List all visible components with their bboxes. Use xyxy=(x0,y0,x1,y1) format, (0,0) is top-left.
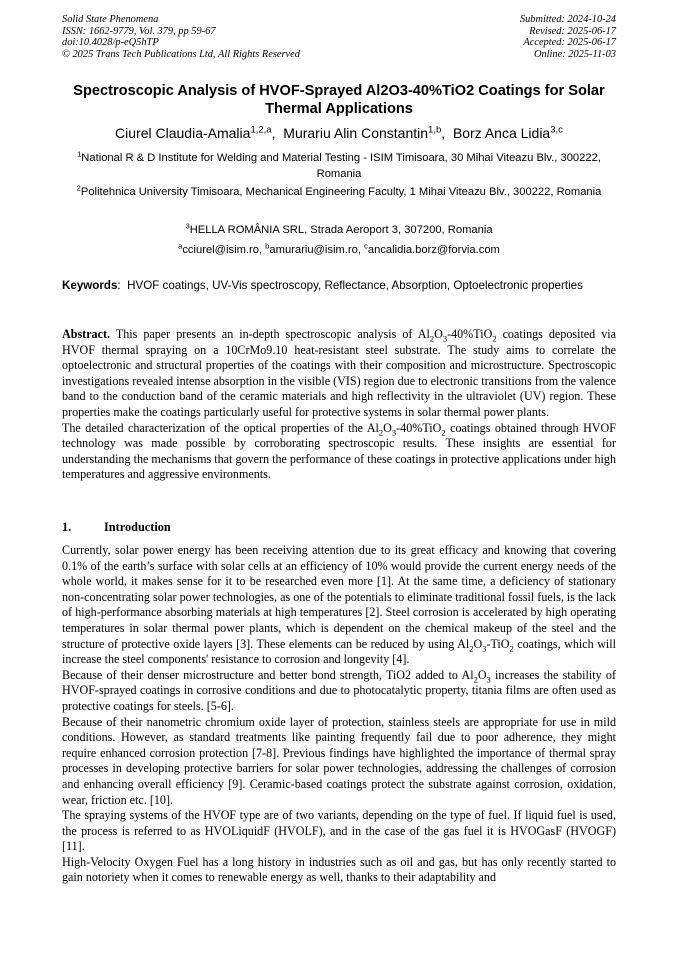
body-paragraph: Because of their nanometric chromium oxide layer of protection, stainless steels are appropriate for use in mild conditions. However, as standard treatments like painting frequently fail due to poor adherence, they might require enhanced corrosion protection [7-8]. Previous findings have highlighted the importance of thermal spray processes in developing protective barriers for solar power technologies, addressing the challenges of corrosion and enhancing overall efficiency [9]. Ceramic-based coatings protect the substrate against corrosion, oxidation, wear, friction etc. [10]. xyxy=(62,714,616,807)
email-mark: c xyxy=(364,241,368,251)
keywords-text: HVOF coatings, UV-Vis spectroscopy, Reflectance, Absorption, Optoelectronic properties xyxy=(127,279,583,292)
email-mark: a xyxy=(178,241,183,251)
text-run: O xyxy=(434,327,443,341)
subscript: 2 xyxy=(492,333,497,344)
affiliation xyxy=(62,184,616,200)
subscript: 3 xyxy=(391,426,397,437)
email-link[interactable]: amurariu@isim.ro xyxy=(269,244,358,256)
text-run: Currently, solar power energy has been receiving attention due to its great efficacy and knowing that covering 0.1% of the earth’s surface with solar cells at an efficiency of 10% would provide the current energy needs of the whole world, it makes sense for it to be researched even more [1]. At the same time, a deficiency of stationary non-concentrating solar power technologies, as one of the potentials to eliminate traditional fossil fuels, is the lack of high-performance absorbing materials at high temperatures [2]. Steel corrosion is accelerated by high operating temperatures in solar thermal power plants, which is dependent on the chemical makeup of the steel and the structure of protective oxide layers [3]. These elements can be reduced by using Al xyxy=(62,543,616,651)
text-run: This paper presents an in-depth spectroscopic analysis of Al xyxy=(115,327,430,341)
body-paragraph: High-Velocity Oxygen Fuel has a long history in industries such as oil and gas, but has only recently started to gain notoriety when it comes to renewable energy as well, thanks to their adaptability and xyxy=(62,854,616,885)
author-name: Murariu Alin Constantin xyxy=(283,125,429,141)
subscript: 3 xyxy=(482,642,487,653)
text-run: -TiO xyxy=(486,636,510,651)
section-title: Introduction xyxy=(104,520,171,534)
subscript: 2 xyxy=(509,642,514,653)
body-paragraph: The spraying systems of the HVOF type are of two variants, depending on the type of fuel. If liquid fuel is used, the process is referred to as HVOLiquidF (HVOLF), and in the case of the gas fuel it is HVOGasF (HVOGF) [11]. xyxy=(62,808,616,854)
email-link[interactable]: ancalidia.borz@forvia.com xyxy=(367,244,500,256)
paper-title: Spectroscopic Analysis of HVOF-Sprayed Al2O3-40%TiO2 Coatings for Solar Thermal Applications xyxy=(73,83,605,117)
date-revised: Revised: 2025-06-17 xyxy=(529,25,616,37)
journal-issn: ISSN: 1662-9779, Vol. 379, pp 59-67 xyxy=(62,25,216,37)
affiliation-text: National R & D Institute for Welding and Material Testing - ISIM Timisoara, 30 Mihai Viteazu Blv., 300222, Romania xyxy=(81,152,601,180)
subscript: 3 xyxy=(442,333,448,344)
text-run: coatings obtained through HVOF technology was made possible by corroborating spectroscopic results. These insights are essential for understanding the mechanisms that govern the performance of these coatings in protective applications under high temperatures and aggressive environments. xyxy=(62,420,617,482)
affiliation-mark: 3 xyxy=(185,221,190,231)
text-run: -40%TiO xyxy=(447,327,493,341)
body-paragraph xyxy=(62,543,616,668)
text-run: -40%TiO xyxy=(396,420,442,435)
affiliation-mark: 2 xyxy=(76,183,81,193)
author-affiliation-mark: 1,2,a xyxy=(250,124,272,136)
journal-info xyxy=(62,14,300,60)
text-run: coatings deposited via HVOF thermal spraying on a 10CrMo9.10 heat-resistant steel substrate. The study aims to correlate the optoelectronic and structural properties of the coatings with their composition and microstructure. Spectroscopic investigations revealed intense absorption in the visible (VIS) region due to electronic transitions from the valence band to the conduction band of the ceramic materials and high reflectivity in the ultraviolet (UV) region. These properties make the coatings particularly useful for protective systems in solar thermal power plants. xyxy=(62,327,617,419)
text-run: increases the stability of HVOF-sprayed coatings in corrosive conditions and due to photocatalytic property, titania films are often used as protective coatings for steels. [5-6]. xyxy=(62,667,616,713)
keywords: Keywords: HVOF coatings, UV-Vis spectroscopy, Reflectance, Absorption, Optoelectronic properties xyxy=(62,279,583,292)
text-run: O xyxy=(477,667,487,682)
author-affiliation-mark: 3,c xyxy=(550,124,563,136)
subscript: 2 xyxy=(429,333,435,344)
journal-name: Solid State Phenomena xyxy=(62,14,159,25)
abstract-label: Abstract. xyxy=(62,327,111,341)
date-online: Online: 2025-11-03 xyxy=(533,48,616,60)
affiliation-text: Politehnica University Timisoara, Mechanical Engineering Faculty, 1 Mihai Viteazu Blv., 300222, Romania xyxy=(80,186,602,198)
text-run: The detailed characterization of the optical properties of the Al xyxy=(62,420,379,435)
keywords-label: Keywords xyxy=(62,279,118,292)
subscript: 2 xyxy=(378,426,384,437)
journal-copyright: © 2025 Trans Tech Publications Ltd, All Rights Reserved xyxy=(62,48,300,60)
subscript: 2 xyxy=(473,674,478,685)
author-name: Ciurel Claudia-Amalia xyxy=(115,125,251,141)
affiliation-mark: 1 xyxy=(77,149,82,159)
abstract xyxy=(62,327,616,483)
email-mark: b xyxy=(265,241,270,251)
text-run: O xyxy=(473,636,483,651)
text-run: Because of their denser microstructure and better bond strength, TiO2 added to Al xyxy=(62,667,474,682)
abstract-paragraph xyxy=(62,421,616,483)
email-link[interactable]: cciurel@isim.ro xyxy=(182,244,259,256)
subscript: 2 xyxy=(469,642,474,653)
author-name: Borz Anca Lidia xyxy=(452,125,551,141)
introduction-body xyxy=(62,543,616,886)
text-run: coatings, which will increase the steel components' resistance to corrosion and longevity [4]. xyxy=(62,636,617,667)
journal-doi[interactable]: doi:10.4028/p-eQ5hTP xyxy=(62,37,159,49)
affiliation xyxy=(62,222,616,238)
body-paragraph xyxy=(62,668,616,715)
abstract-paragraph xyxy=(62,327,616,421)
affiliation xyxy=(62,150,616,182)
text-run: O xyxy=(383,420,392,435)
author-list: Ciurel Claudia-Amalia$^{1,2,a}$, Murariu Alin Constantin$^{1,b}$, Borz Anca Lidia$^{3,c}$ xyxy=(115,124,563,141)
date-accepted: Accepted: 2025-06-17 xyxy=(523,37,616,49)
date-submitted: Submitted: 2024-10-24 xyxy=(519,14,616,25)
section-number: 1. xyxy=(62,520,72,534)
publication-dates xyxy=(520,14,616,60)
affiliation-text: HELLA ROMÂNIA SRL, Strada Aeroport 3, 307200, Romania xyxy=(189,224,493,236)
subscript: 2 xyxy=(441,426,446,437)
subscript: 3 xyxy=(486,674,491,685)
email-list: $^a$cciurel@isim.ro, $^b$amurariu@isim.ro, $^c$ancalidia.borz@forvia.com xyxy=(178,241,500,256)
section-heading xyxy=(62,520,171,535)
author-affiliation-mark: 1,b xyxy=(428,124,442,136)
